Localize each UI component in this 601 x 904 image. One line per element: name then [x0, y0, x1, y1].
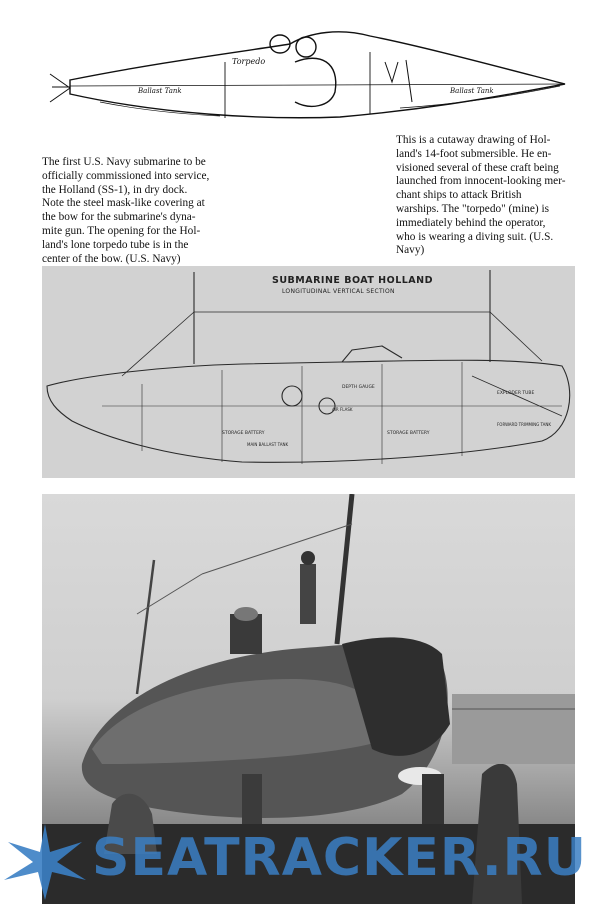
blueprint-label: EXPLODER TUBE [497, 391, 535, 396]
blueprint-label: STORAGE BATTERY [222, 431, 265, 436]
caption-right-line: chant ships to attack British [396, 189, 522, 202]
cutaway-label-ballast-left: Ballast Tank [138, 87, 182, 95]
caption-left-line: center of the bow. (U.S. Navy) [42, 252, 181, 265]
caption-right-line: warships. The "torpedo" (mine) is [396, 202, 550, 215]
caption-right [396, 134, 586, 258]
caption-left-line: The first U.S. Navy submarine to be [42, 156, 206, 168]
caption-right-line: land's 14-foot submersible. He en- [396, 147, 552, 160]
blueprint-title: SUBMARINE BOAT HOLLAND [272, 275, 433, 286]
caption-left [42, 156, 232, 266]
caption-right-line: immediately behind the operator, [396, 216, 546, 229]
blueprint-label: FORWARD TRIMMING TANK [497, 422, 552, 427]
blueprint-photo [42, 266, 575, 478]
caption-left-line: officially commissioned into service, [42, 169, 210, 182]
watermark [0, 818, 601, 904]
caption-left-line: the bow for the submarine's dyna- [42, 211, 196, 224]
caption-left-line: land's lone torpedo tube is in the [42, 238, 189, 251]
watermark-star-icon [2, 822, 88, 900]
blueprint-subtitle: LONGITUDINAL VERTICAL SECTION [282, 288, 395, 295]
blueprint-label: DEPTH GAUGE [342, 385, 375, 390]
caption-right-line: visioned several of these craft being [396, 161, 559, 174]
cutaway-label-ballast-right: Ballast Tank [450, 87, 494, 95]
caption-left-line: Note the steel mask-like covering at [42, 197, 205, 210]
blueprint-label: AIR FLASK [332, 407, 353, 412]
watermark-text: SEATRACKER.RU [92, 828, 587, 888]
caption-right-line: who is wearing a diving suit. (U.S. [396, 230, 554, 243]
caption-right-line: launched from innocent-looking mer- [396, 175, 566, 188]
caption-right-line: This is a cutaway drawing of Hol- [396, 134, 551, 146]
blueprint-label: STORAGE BATTERY [387, 431, 430, 436]
caption-left-line: the Holland (SS-1), in dry dock. [42, 183, 188, 196]
cutaway-drawing [40, 22, 575, 132]
blueprint-drawing [42, 266, 575, 478]
caption-left-line: mite gun. The opening for the Hol- [42, 224, 201, 237]
cutaway-label-torpedo: Torpedo [232, 57, 266, 66]
blueprint-label: MAIN BALLAST TANK [247, 442, 289, 447]
caption-right-line: Navy) [396, 244, 425, 257]
